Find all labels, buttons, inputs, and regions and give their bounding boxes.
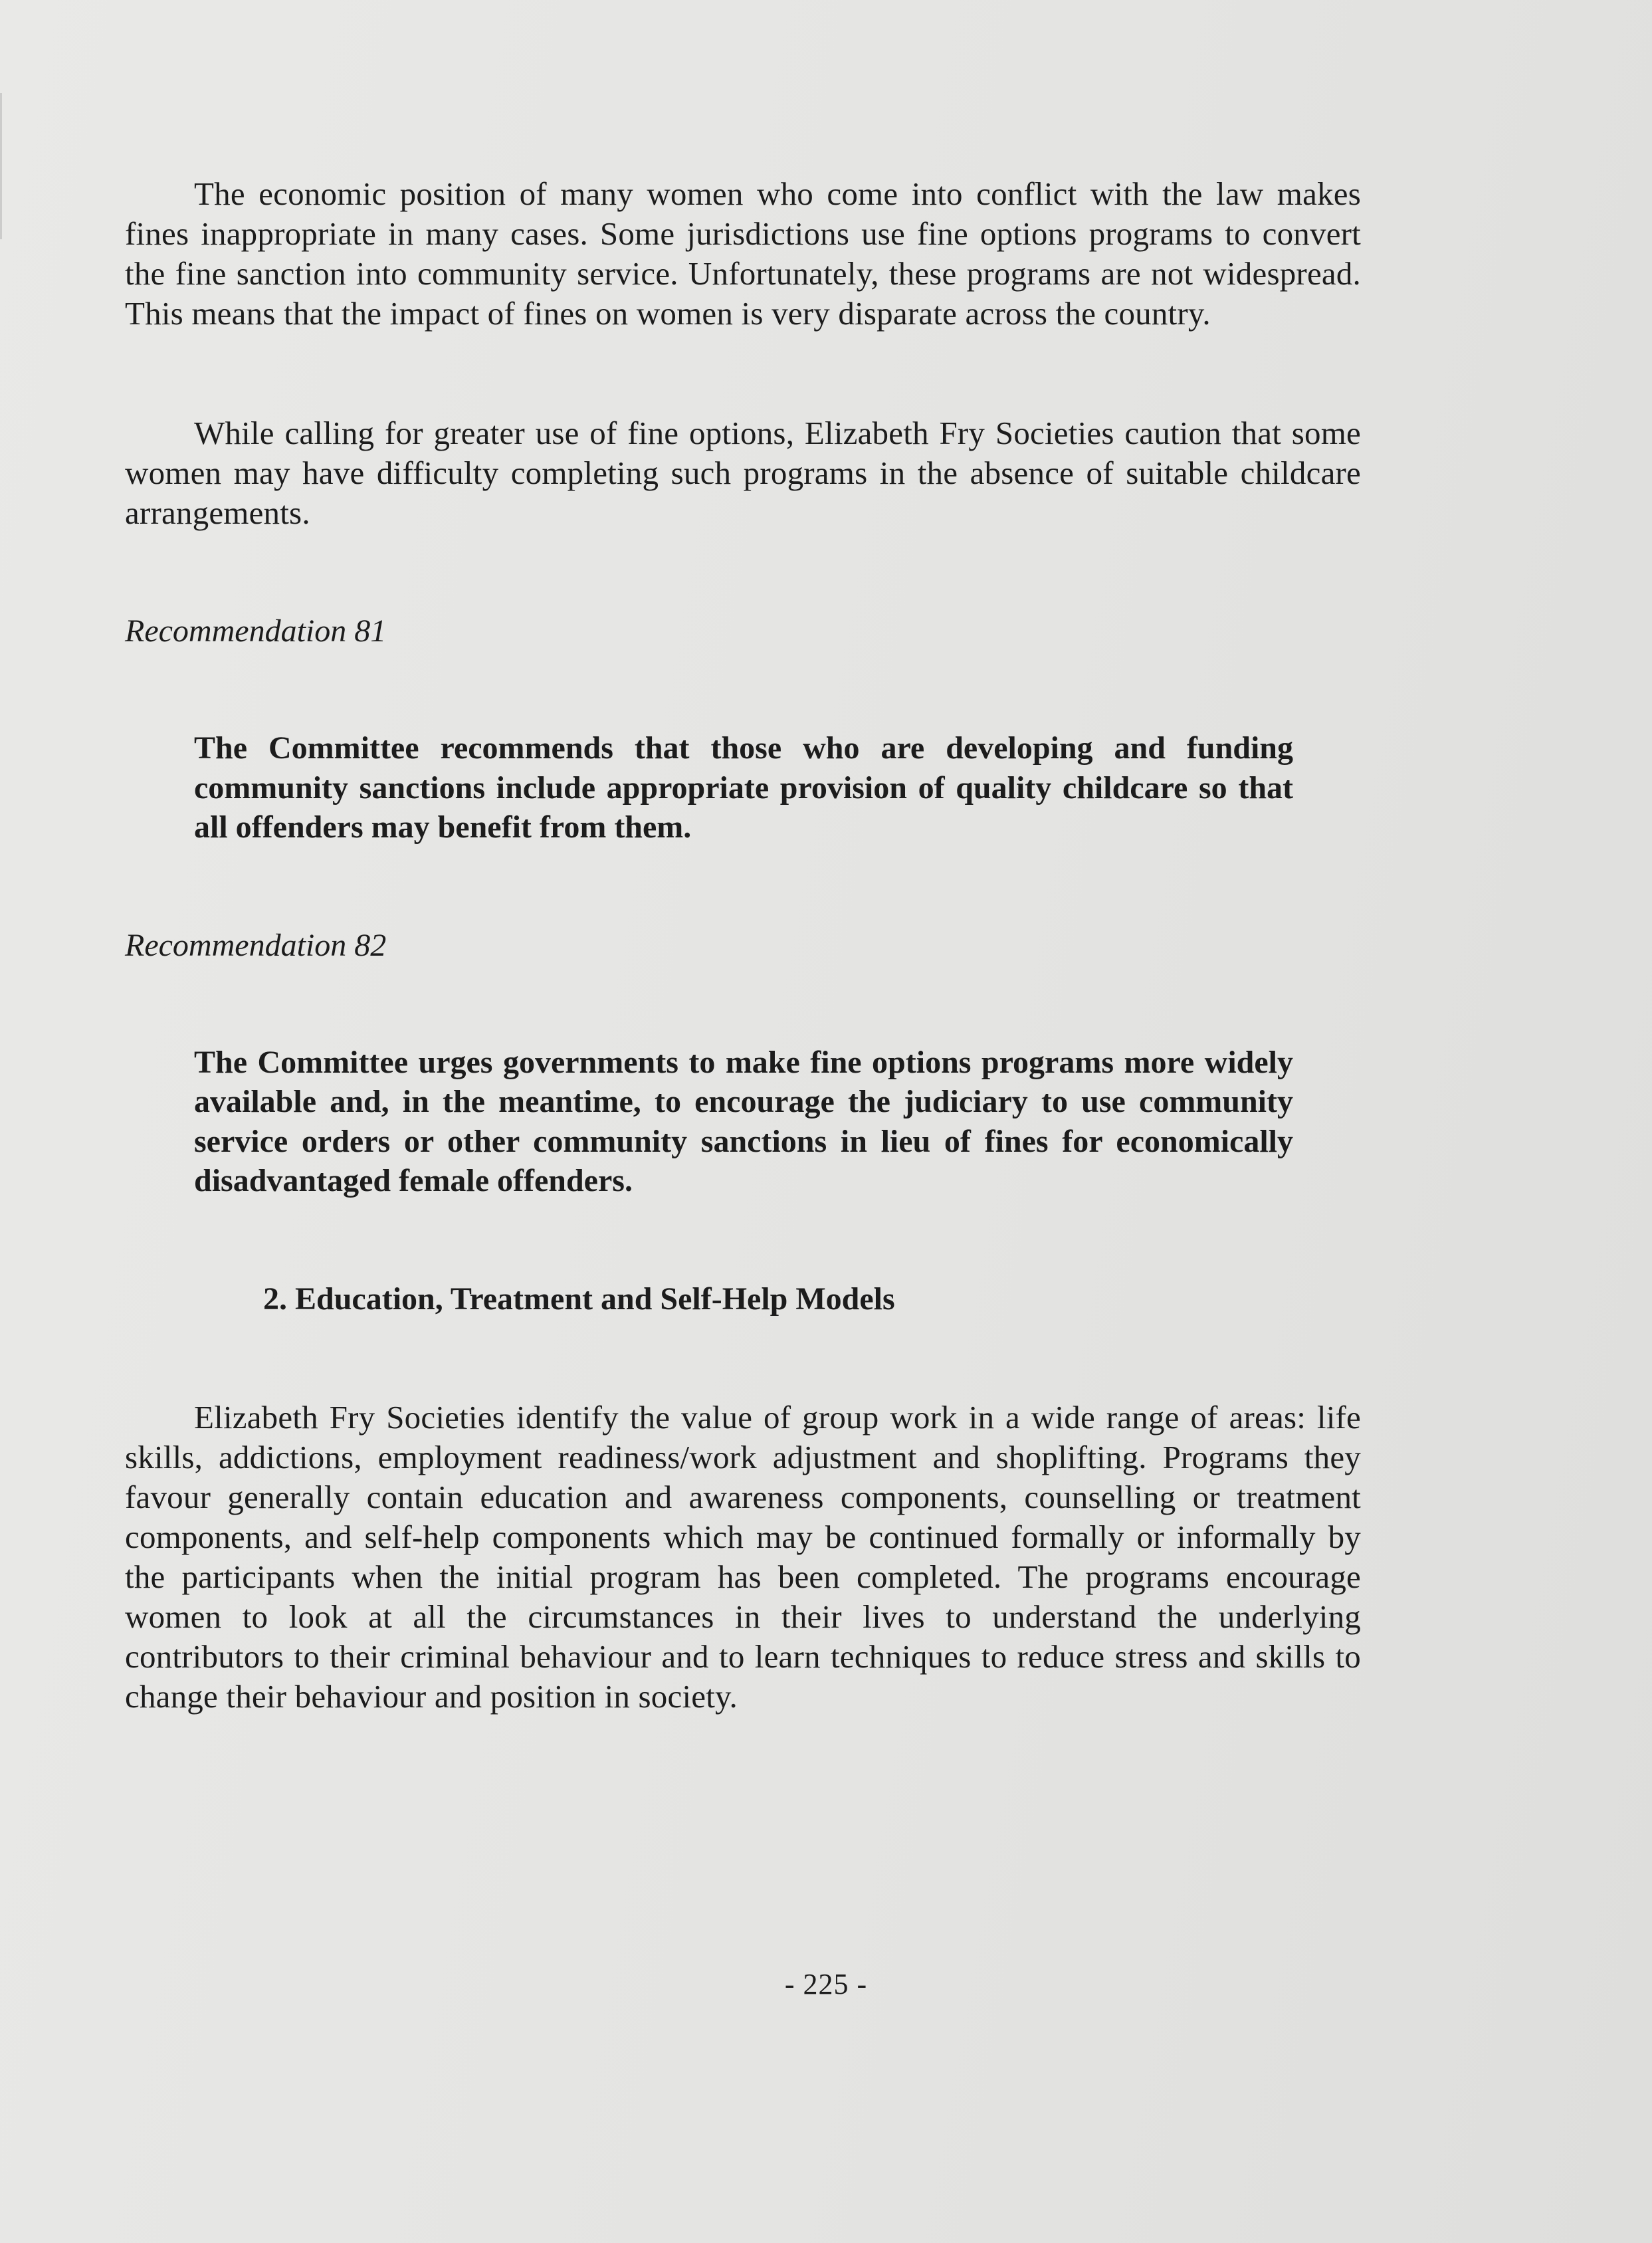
page-number: - 225 -	[784, 1968, 868, 2000]
recommendation-81-heading: Recommendation 81	[125, 613, 387, 649]
paragraph-fine-options-caution: While calling for greater use of fine options, Elizabeth Fry Societies caution that some women may have difficulty completing such programs in the absence of suitable childcare arrangements.	[125, 415, 1361, 531]
paragraph-economic-position: The economic position of many women who come into conflict with the law makes fines inappropriate in many cases. Some jurisdictions use fine options programs to convert the fine sanction into community service. Unfortunately, these programs are not widespread. This means that the impact of fines on women is very disparate across the country.	[125, 175, 1361, 332]
recommendation-82-text: The Committee urges governments to make fine options programs more widely available and, in the meantime, to encourage the judiciary to use community service orders or other community sanctions in lieu of fines for economically disadvantaged female offenders.	[194, 1044, 1293, 1198]
recommendation-81-text: The Committee recommends that those who are developing and funding community sanctions include appropriate provision of quality childcare so that all offenders may benefit from them.	[194, 730, 1293, 845]
page-edge-shadow	[0, 93, 2, 239]
paragraph-group-work: Elizabeth Fry Societies identify the value of group work in a wide range of areas: life skills, addictions, employment readiness/work adjustment and shoplifting. Programs they favour generally contain education and awareness components, counselling or treatment components, and self-help components which may be continued formally or informally by the participants when the initial program has been completed. The programs encourage women to look at all the circumstances in their lives to understand the underlying contributors to their criminal behaviour and to learn techniques to reduce stress and skills to change their behaviour and position in society.	[125, 1398, 1361, 1715]
page-content	[125, 174, 1361, 1717]
recommendation-82-heading: Recommendation 82	[125, 927, 387, 963]
section-heading: 2. Education, Treatment and Self-Help Models	[263, 1281, 895, 1317]
